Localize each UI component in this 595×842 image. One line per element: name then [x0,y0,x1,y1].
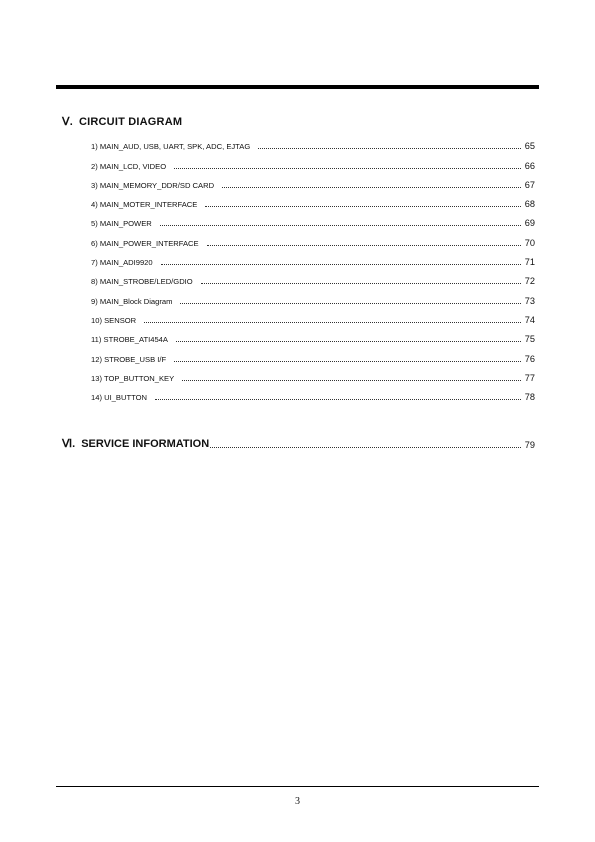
page-number: 3 [295,796,300,807]
toc-leader-dots [258,148,521,149]
toc-leader-dots [210,447,521,448]
toc-leader-dots [176,341,521,342]
toc-item-page: 78 [524,392,535,403]
toc-item-label: 6) MAIN_POWER_INTERFACE [91,238,199,248]
toc-leader-dots [174,361,521,362]
section-numeral: Ⅵ. [62,438,76,450]
toc-item[interactable] [91,151,535,170]
toc-leader-dots [201,283,521,284]
toc-leader-dots [205,206,520,207]
toc-leader-dots [144,322,521,323]
top-rule [56,85,539,89]
toc-item[interactable] [91,364,535,383]
toc-item-label: 9) MAIN_Block Diagram [91,296,173,306]
section-title-text [62,437,209,450]
toc-item-page: 71 [524,257,535,268]
toc-leader-dots [155,399,521,400]
toc-item[interactable] [91,267,535,286]
section-heading-circuit-diagram [62,115,182,128]
toc-item-page: 73 [524,295,535,306]
toc-leader-dots [174,168,521,169]
toc-item-page: 75 [524,334,535,345]
toc-item[interactable] [91,383,535,402]
toc-item[interactable] [91,286,535,305]
toc-item-page: 76 [524,353,535,364]
toc-item-label: 1) MAIN_AUD, USB, UART, SPK, ADC, EJTAG [91,142,251,152]
toc-item-label: 13) TOP_BUTTON_KEY [91,373,175,383]
toc-item-page: 79 [524,440,535,450]
toc-item-page: 72 [524,276,535,287]
toc-item[interactable] [91,190,535,209]
section-heading-service-information[interactable] [62,437,535,450]
toc-item[interactable] [91,325,535,344]
section-title-label: SERVICE INFORMATION [81,438,210,450]
toc-item-label: 8) MAIN_STROBE/LED/GDIO [91,277,193,287]
toc-item[interactable] [91,171,535,190]
toc-item-label: 5) MAIN_POWER [91,219,152,229]
toc-item[interactable] [91,248,535,267]
toc-item-page: 68 [524,199,535,210]
toc-item[interactable] [91,209,535,228]
toc-item-page: 77 [524,372,535,383]
toc-item-label: 10) SENSOR [91,315,137,325]
toc-item-page: 67 [524,179,535,190]
section-title-text: CIRCUIT DIAGRAM [78,116,183,128]
toc-item[interactable] [91,132,535,151]
toc-item[interactable] [91,228,535,247]
toc-item-page: 74 [524,314,535,325]
toc-item-page: 65 [524,141,535,152]
toc-item-label: 12) STROBE_USB I/F [91,354,167,364]
toc-leader-dots [222,187,521,188]
toc-leader-dots [182,380,521,381]
toc-item-label: 3) MAIN_MEMORY_DDR/SD CARD [91,180,215,190]
bottom-rule [56,786,539,787]
toc-item-page: 66 [524,160,535,171]
toc-leader-dots [180,303,520,304]
section-numeral: Ⅴ. [62,116,73,128]
toc-item-page: 69 [524,218,535,229]
toc-item[interactable] [91,344,535,363]
toc-item-label: 2) MAIN_LCD, VIDEO [91,161,167,171]
toc-list-circuit-diagram [91,132,535,402]
toc-item-label: 14) UI_BUTTON [91,393,147,403]
toc-item-label: 7) MAIN_ADI9920 [91,258,153,268]
toc-item-label: 4) MAIN_MOTER_INTERFACE [91,200,198,210]
toc-leader-dots [207,245,521,246]
toc-item[interactable] [91,306,535,325]
toc-leader-dots [161,264,521,265]
toc-item-page: 70 [524,237,535,248]
toc-item-label: 11) STROBE_ATI454A [91,335,168,345]
toc-leader-dots [160,225,521,226]
